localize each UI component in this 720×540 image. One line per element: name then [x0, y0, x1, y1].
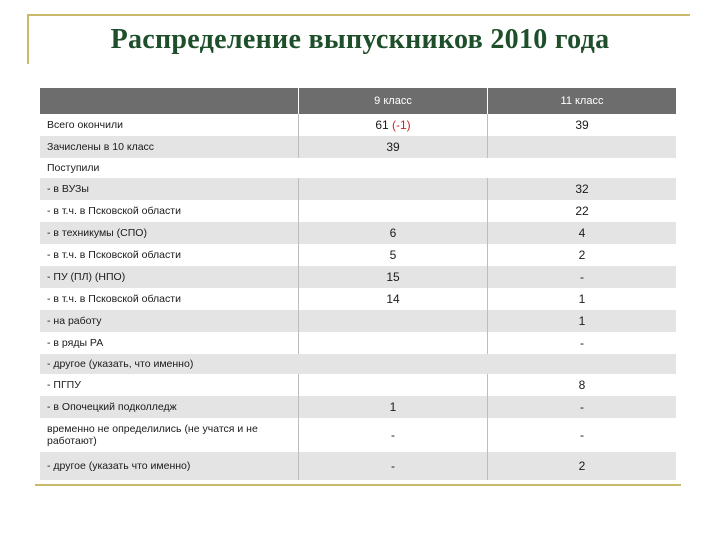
row-grade11-value: 4	[578, 226, 586, 240]
row-label: - ПГПУ	[47, 379, 81, 391]
table-row	[40, 200, 676, 222]
table-row	[40, 452, 676, 480]
row-label: - в ряды РА	[47, 337, 104, 349]
section-label: Поступили	[47, 162, 100, 174]
row-grade11-value: 39	[575, 118, 589, 132]
row-grade9-value	[298, 374, 488, 396]
row-grade9-value	[298, 332, 488, 354]
row-grade11-value: -	[580, 400, 584, 414]
row-grade11-value: 32	[575, 182, 589, 196]
table-row	[40, 136, 676, 158]
table-row	[40, 266, 676, 288]
row-grade9-value	[298, 200, 488, 222]
table-row	[40, 396, 676, 418]
row-grade11-value: 22	[575, 204, 589, 218]
table-row	[40, 178, 676, 200]
row-grade9-value: 6	[298, 222, 488, 244]
table-header-row	[40, 88, 676, 114]
row-label: - на работу	[47, 315, 102, 327]
row-label: Всего окончили	[47, 119, 123, 131]
row-grade9-value: 14	[298, 288, 488, 310]
table-row	[40, 332, 676, 354]
row-grade11-value: -	[580, 428, 584, 442]
row-label: - ПУ (ПЛ) (НПО)	[47, 271, 126, 283]
table-row	[40, 374, 676, 396]
row-grade9-value: 39	[298, 136, 488, 158]
row-grade11-value: -	[580, 270, 584, 284]
table-section-row	[40, 158, 676, 178]
row-label: - другое (указать что именно)	[47, 460, 191, 472]
row-grade11-value: 1	[578, 292, 586, 306]
row-grade9-value	[298, 178, 488, 200]
row-label: - в техникумы (СПО)	[47, 227, 147, 239]
header-grade11: 11 класс	[488, 88, 676, 114]
table-row	[40, 310, 676, 332]
row-label: - в т.ч. в Псковской области	[47, 249, 181, 261]
table-row	[40, 222, 676, 244]
table-row	[40, 244, 676, 266]
row-label: - в т.ч. в Псковской области	[47, 205, 181, 217]
graduates-table	[40, 88, 676, 480]
row-label: Зачислены в 10 класс	[47, 141, 155, 153]
row-grade9-value	[298, 114, 488, 136]
grade9-total: 61	[375, 118, 392, 132]
table-row	[40, 114, 676, 136]
header-grade9: 9 класс	[298, 88, 488, 114]
row-grade11-value: 2	[578, 459, 586, 473]
frame-left-line	[27, 14, 29, 64]
row-grade11-value: 8	[578, 378, 586, 392]
row-grade11-value	[488, 136, 676, 158]
frame-top-line	[27, 14, 690, 16]
frame-bottom-line	[35, 484, 681, 486]
row-grade9-value: -	[298, 452, 488, 480]
row-label: - в ВУЗы	[47, 183, 89, 195]
row-grade11-value: 2	[578, 248, 586, 262]
row-grade11-value: -	[580, 336, 584, 350]
row-label: временно не определились (не учатся и не работают)	[47, 423, 258, 447]
grade9-delta: (-1)	[392, 118, 411, 132]
row-grade11-value: 1	[578, 314, 586, 328]
table-section-row	[40, 354, 676, 374]
row-label: - в Опочецкий подколледж	[47, 401, 177, 413]
row-grade9-value: 5	[298, 244, 488, 266]
row-grade9-value: -	[298, 418, 488, 452]
page-title: Распределение выпускников 2010 года	[110, 24, 610, 55]
row-grade9-value: 1	[298, 396, 488, 418]
section-label: - другое (указать, что именно)	[47, 358, 194, 370]
row-grade9-value: 15	[298, 266, 488, 288]
row-label: - в т.ч. в Псковской области	[47, 293, 181, 305]
table-row	[40, 418, 676, 452]
header-label-cell	[40, 88, 298, 114]
row-grade9-value	[298, 310, 488, 332]
table-row	[40, 288, 676, 310]
